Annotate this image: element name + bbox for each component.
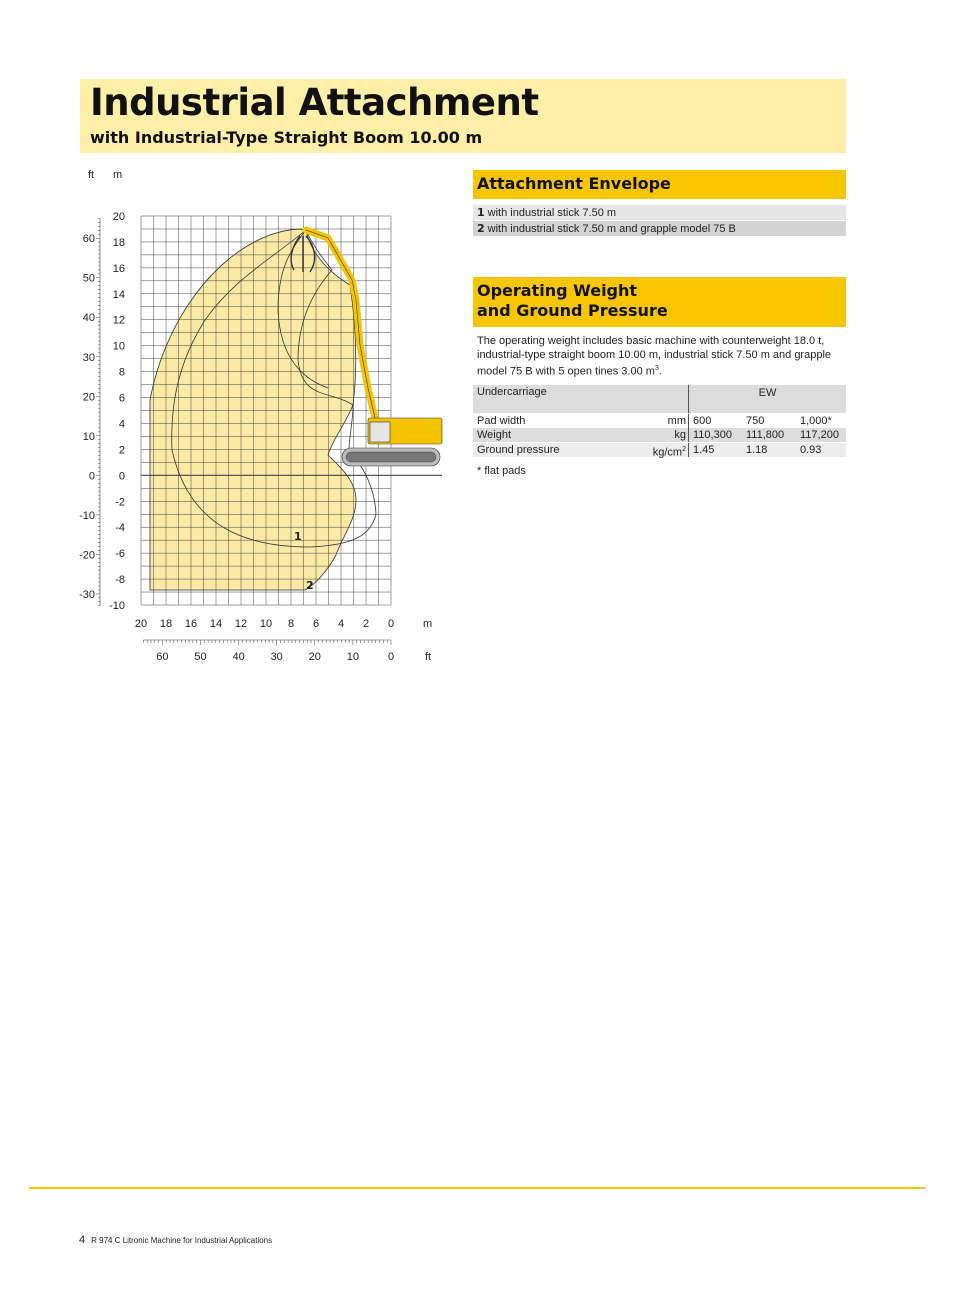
table-header-label: Undercarriage bbox=[477, 386, 547, 398]
x-tick-label-ft: 40 bbox=[232, 651, 245, 663]
y-tick-label-m: -4 bbox=[115, 522, 125, 535]
page-subtitle: with Industrial-Type Straight Boom 10.00 m bbox=[90, 128, 483, 147]
y-tick-label-m: 6 bbox=[118, 392, 125, 405]
x-tick-label-m: 2 bbox=[362, 618, 370, 630]
attachment-envelope-heading: Attachment Envelope bbox=[473, 170, 846, 199]
y-tick-label-ft: -20 bbox=[79, 549, 95, 562]
row-label: Ground pressure bbox=[477, 444, 560, 456]
description-sup: 3 bbox=[654, 365, 659, 372]
envelope-item-1 bbox=[473, 205, 846, 220]
row-value-750: 1.18 bbox=[746, 444, 768, 456]
row-value-1000: 1,000* bbox=[800, 415, 832, 427]
row-unit bbox=[653, 443, 686, 460]
y-tick-label-ft: 10 bbox=[82, 430, 95, 443]
table-row bbox=[473, 428, 846, 442]
x-tick-label-m: 6 bbox=[312, 618, 320, 630]
y-tick-label-ft: 50 bbox=[82, 272, 95, 285]
row-value-1000: 0.93 bbox=[800, 444, 822, 456]
left-m-unit: m bbox=[113, 169, 123, 181]
row-unit: kg bbox=[674, 429, 686, 441]
y-tick-label-ft: 30 bbox=[82, 351, 95, 364]
x-tick-label-m: 0 bbox=[387, 618, 395, 630]
y-tick-label-m: -8 bbox=[115, 574, 125, 587]
y-tick-label-ft: -30 bbox=[79, 588, 95, 601]
envelope-item-2-text: with industrial stick 7.50 m and grapple model 75 B bbox=[487, 223, 736, 235]
envelope-curve-2 bbox=[150, 229, 356, 590]
y-tick-label-m: 12 bbox=[112, 314, 125, 327]
left-ft-unit: ft bbox=[88, 169, 95, 181]
row-value-600: 1.45 bbox=[688, 443, 714, 457]
operating-description: The operating weight includes basic machine with counterweight 18.0 t, industrial-type straight boom 10.00 m, industrial stick 7.50 m and grapple model 75 B with 5 open tines 3.00 $m^3$. bbox=[477, 335, 832, 378]
y-tick-label-ft: 0 bbox=[88, 470, 95, 483]
page-footer bbox=[79, 1234, 272, 1246]
x-tick-label-ft: 30 bbox=[270, 651, 283, 663]
bottom-ft-unit: ft bbox=[425, 651, 432, 663]
x-tick-label-m: 4 bbox=[337, 618, 345, 630]
x-tick-label-ft: 0 bbox=[387, 651, 395, 663]
curve-label-1: 1 bbox=[294, 530, 302, 543]
x-tick-label-ft: 20 bbox=[308, 651, 321, 663]
envelope-item-1-num: 1 bbox=[477, 206, 485, 219]
page-number: 4 bbox=[79, 1234, 86, 1246]
y-tick-label-m: 0 bbox=[118, 470, 125, 483]
table-row bbox=[473, 443, 846, 457]
row-unit: mm bbox=[667, 415, 686, 427]
y-tick-label-ft: 60 bbox=[82, 233, 95, 246]
x-tick-label-m: 16 bbox=[184, 618, 198, 630]
row-value-600: 600 bbox=[688, 414, 711, 428]
footer-text: R 974 C Litronic Machine for Industrial Applications bbox=[91, 1236, 273, 1245]
y-tick-label-m: -10 bbox=[109, 600, 125, 612]
y-tick-label-m: -2 bbox=[115, 496, 125, 509]
attachment-envelope-diagram bbox=[70, 160, 450, 670]
x-tick-label-m: 8 bbox=[287, 618, 295, 630]
operating-heading-line1: Operating Weight bbox=[477, 281, 638, 300]
row-label: Weight bbox=[477, 429, 512, 441]
y-tick-label-m: 2 bbox=[118, 444, 125, 457]
envelope-item-2-num: 2 bbox=[477, 222, 485, 235]
x-tick-label-m: 10 bbox=[259, 618, 273, 630]
curve-label-2: 2 bbox=[306, 579, 314, 592]
y-tick-label-m: 20 bbox=[112, 211, 125, 223]
y-tick-label-m: -6 bbox=[115, 548, 125, 561]
y-tick-label-m: 14 bbox=[112, 288, 125, 301]
y-tick-label-m: 18 bbox=[112, 236, 125, 249]
operating-heading-line2: and Ground Pressure bbox=[477, 301, 668, 320]
row-value-750: 750 bbox=[746, 415, 765, 427]
page-header bbox=[80, 79, 846, 153]
row-value-750: 111,800 bbox=[746, 429, 785, 441]
footer-rule bbox=[29, 1187, 925, 1189]
y-tick-label-m: 10 bbox=[112, 340, 125, 353]
row-unit-text: kg/cm bbox=[652, 446, 683, 459]
x-tick-label-ft: 50 bbox=[194, 651, 207, 663]
bottom-ruler bbox=[143, 640, 394, 663]
operating-weight-heading bbox=[473, 277, 846, 327]
envelope-svg bbox=[70, 160, 450, 670]
row-label: Pad width bbox=[477, 415, 526, 427]
y-tick-label-m: 8 bbox=[118, 366, 125, 379]
row-unit-sup: 2 bbox=[682, 446, 686, 453]
envelope-item-1-text: with industrial stick 7.50 m bbox=[487, 207, 617, 219]
table-header bbox=[473, 385, 846, 413]
y-tick-label-ft: 40 bbox=[82, 312, 95, 325]
table-footnote: * flat pads bbox=[477, 465, 526, 477]
envelope-item-2 bbox=[473, 221, 846, 236]
row-value-1000: 117,200 bbox=[800, 429, 839, 441]
y-tick-label-ft: 20 bbox=[82, 391, 95, 404]
table-row bbox=[473, 414, 846, 428]
bottom-m-unit: m bbox=[423, 618, 433, 630]
left-ruler bbox=[79, 218, 100, 605]
x-tick-label-ft: 10 bbox=[346, 651, 360, 663]
table-header-value: EW bbox=[688, 385, 846, 413]
y-tick-label-m: 16 bbox=[112, 262, 125, 275]
page-title: Industrial Attachment bbox=[90, 81, 539, 124]
row-value-600: 110,300 bbox=[688, 428, 732, 442]
x-tick-label-m: 12 bbox=[234, 618, 248, 630]
x-tick-label-m: 20 bbox=[134, 618, 148, 630]
x-tick-label-ft: 60 bbox=[156, 651, 169, 663]
y-tick-label-m: 4 bbox=[118, 418, 125, 431]
operating-description-text: The operating weight includes basic machine with counterweight 18.0 t, industrial-type straight boom 10.00 m, industrial stick 7.50 m and grapple model 75 B with 5 open tines 3.00 m bbox=[477, 335, 832, 378]
y-tick-label-ft: -10 bbox=[79, 509, 95, 522]
x-tick-label-m: 14 bbox=[209, 618, 223, 630]
x-tick-label-m: 18 bbox=[159, 618, 173, 630]
